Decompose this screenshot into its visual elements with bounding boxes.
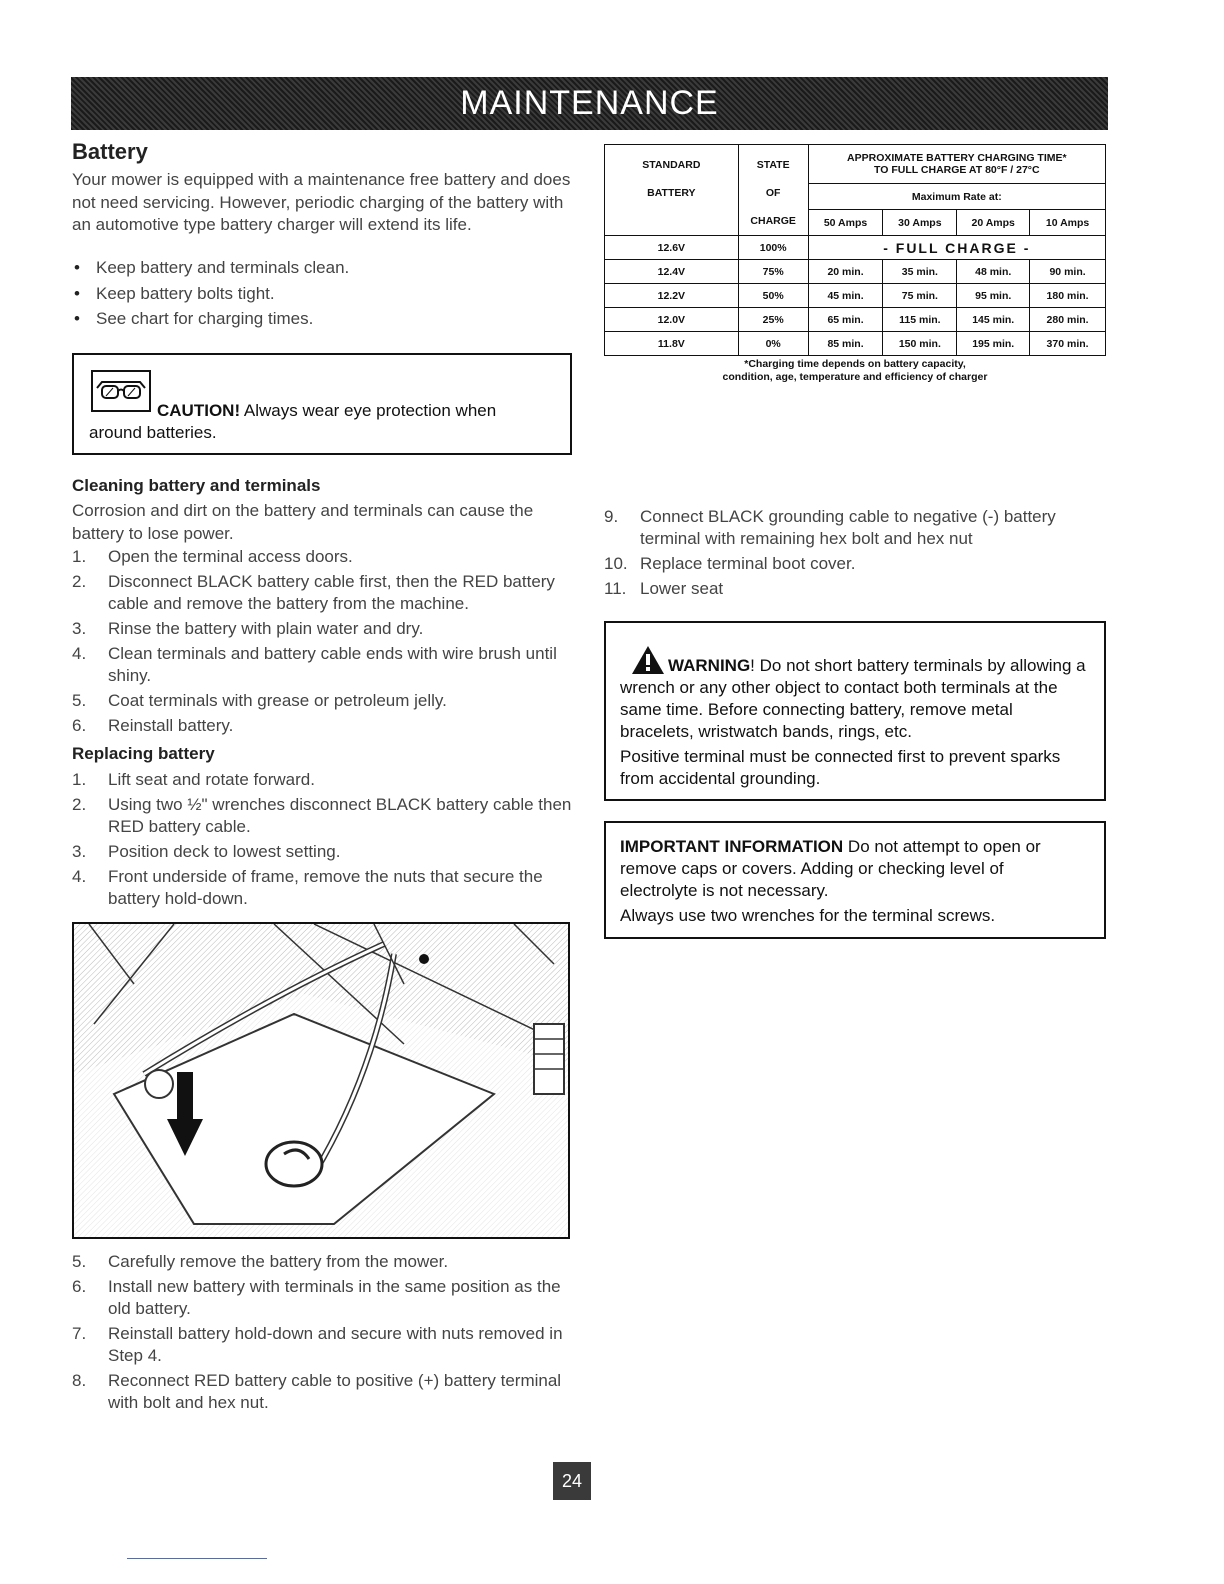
header-rate: 50 Amps [808,210,883,236]
header-rate: 10 Amps [1030,210,1106,236]
footer-line [127,1558,267,1559]
table-row: 12.2V 50% 45 min. 75 min. 95 min. 180 min. [605,284,1106,308]
caution-text: Always wear eye protection when around batteries. [89,401,497,442]
battery-photo [72,922,570,1239]
important-text: Do not attempt to open or remove caps or covers. Adding or checking level of electrolyte is not necessary. [620,837,1041,900]
list-item: 4. Front underside of frame, remove the nuts that secure the battery hold-down. [72,867,543,908]
header-standard-battery: STANDARD BATTERY [605,145,739,236]
list-item: 8. Reconnect RED battery cable to positive (+) battery terminal with bolt and hex nut. [72,1371,562,1412]
warning-box [604,621,1106,801]
list-item: 1. Lift seat and rotate forward. [72,770,315,789]
list-item: 7. Reinstall battery hold-down and secure with nuts removed in Step 4. [72,1324,563,1365]
list-item: 5. Coat terminals with grease or petroleum jelly. [72,691,447,710]
list-item: 4. Clean terminals and battery cable ends with wire brush until shiny. [72,644,557,685]
page-number: 24 [553,1462,591,1500]
table-row: 12.0V 25% 65 min. 115 min. 145 min. 280 min. [605,308,1106,332]
replacing-steps-c [604,506,1104,603]
list-item: 3. Position deck to lowest setting. [72,842,341,861]
header-rate: 20 Amps [957,210,1030,236]
caution-label: CAUTION! [157,401,241,420]
list-item: 6. Reinstall battery. [72,716,234,735]
warning-label: WARNING [668,656,751,675]
cleaning-heading: Cleaning battery and terminals [72,476,321,495]
list-item: • See chart for charging times. [72,309,572,335]
list-item: • Keep battery and terminals clean. [72,258,572,284]
header-rate: 30 Amps [883,210,957,236]
chart-note: *Charging time depends on battery capacity, condition, age, temperature and efficiency of charger [722,358,988,383]
battery-bullets [72,258,572,335]
list-item: 9. Connect BLACK grounding cable to negative (-) battery terminal with remaining hex bolt and hex nut [604,507,1056,548]
replacing-heading: Replacing battery [72,744,215,763]
caution-box [72,353,572,455]
battery-intro: Your mower is equipped with a maintenance free battery and does not need servicing. However, periodic charging of the battery with an automotive type battery charger will extend its life. [72,170,571,234]
header-charging-time: APPROXIMATE BATTERY CHARGING TIME* TO FULL CHARGE AT 80°F / 27°C [808,145,1105,184]
section-title: MAINTENANCE [460,84,719,122]
replacing-steps-b [72,1251,572,1417]
header-state-of-charge: STATE OF CHARGE [738,145,808,236]
header-max-rate: Maximum Rate at: [808,184,1105,210]
warning-text-2: Positive terminal must be connected first to prevent sparks from accidental grounding. [620,747,1061,788]
battery-heading: Battery [72,139,148,164]
important-label: IMPORTANT INFORMATION [620,837,844,856]
table-row: 12.6V 100% - FULL CHARGE - [605,236,1106,260]
cleaning-intro: Corrosion and dirt on the battery and terminals can cause the battery to lose power. [72,501,534,543]
list-item: 3. Rinse the battery with plain water and dry. [72,619,424,638]
list-item: 6. Install new battery with terminals in the same position as the old battery. [72,1277,561,1318]
warning-text: ! Do not short battery terminals by allowing a wrench or any other object to contact both terminals at the same time. Before connecting battery, remove metal bracelets, wristwatch bands, rings, etc. [620,656,1086,741]
cleaning-steps [72,546,572,740]
table-row: 11.8V 0% 85 min. 150 min. 195 min. 370 min. [605,332,1106,356]
section-banner [71,77,1108,130]
list-item: 2. Disconnect BLACK battery cable first, then the RED battery cable and remove the battery from the machine. [72,572,555,613]
table-row: 12.4V 75% 20 min. 35 min. 48 min. 90 min. [605,260,1106,284]
list-item: 10. Replace terminal boot cover. [604,554,856,573]
charging-time-table [604,144,1106,356]
important-text-2: Always use two wrenches for the terminal screws. [620,906,996,925]
replacing-steps-a [72,769,572,913]
list-item: 11. Lower seat [604,579,724,598]
important-box [604,821,1106,939]
list-item: 2. Using two ½" wrenches disconnect BLACK battery cable then RED battery cable. [72,795,572,836]
list-item: 5. Carefully remove the battery from the mower. [72,1252,449,1271]
list-item: • Keep battery bolts tight. [72,284,572,310]
list-item: 1. Open the terminal access doors. [72,547,353,566]
